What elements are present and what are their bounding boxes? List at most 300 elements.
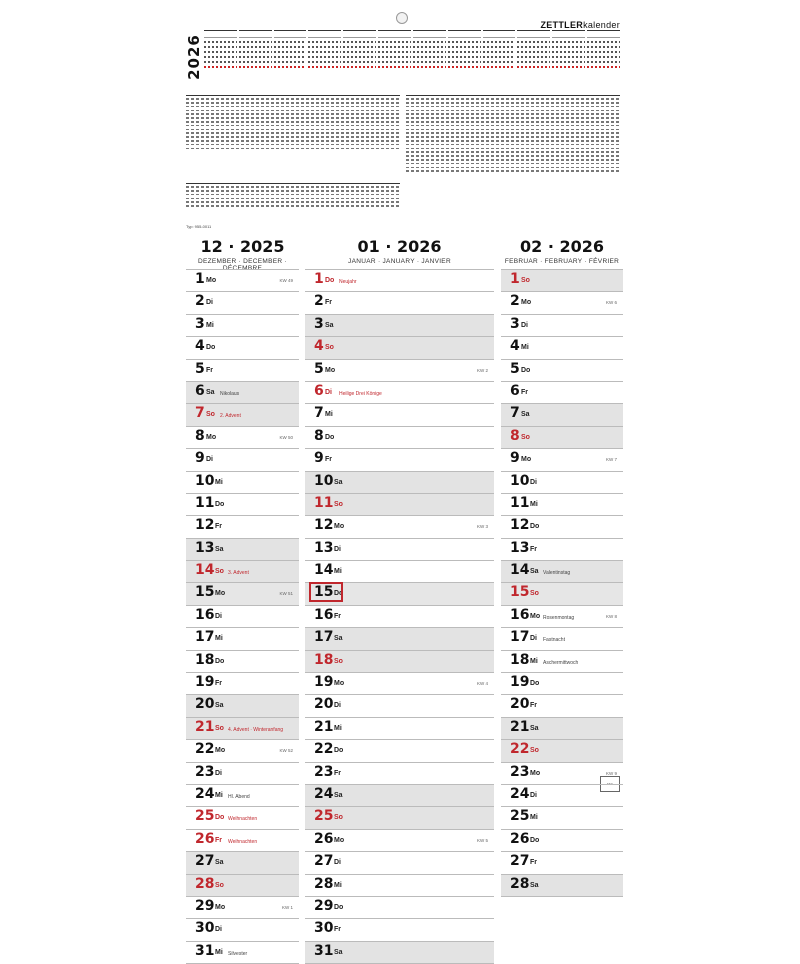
weekday-abbrev: Mo — [521, 299, 532, 307]
weekday-abbrev: Mo — [334, 523, 345, 531]
calendar-week-label: KW 7 — [605, 457, 617, 463]
brand-logo — [540, 20, 620, 30]
calendar-week-label: KW 52 — [279, 748, 293, 754]
calendar-week-label: KW 1 — [281, 904, 293, 910]
weekday-abbrev: Sa — [325, 321, 334, 329]
calendar-week-label: KW 4 — [476, 681, 488, 687]
year-overview — [204, 30, 620, 82]
day-row[interactable] — [305, 382, 494, 404]
weekday-abbrev: Fr — [530, 859, 537, 867]
weekday-abbrev: Fr — [215, 523, 222, 531]
day-number: 21 — [314, 718, 334, 735]
day-number: 9 — [195, 450, 205, 467]
day-number: 8 — [510, 427, 520, 444]
weekday-abbrev: Fr — [325, 299, 332, 307]
day-number: 9 — [510, 450, 520, 467]
day-row[interactable] — [501, 628, 623, 650]
weekday-abbrev: Sa — [334, 948, 343, 956]
day-number: 17 — [510, 629, 530, 646]
day-row[interactable] — [501, 539, 623, 561]
day-number: 1 — [195, 271, 205, 287]
day-number: 26 — [314, 830, 334, 847]
day-row[interactable] — [186, 606, 299, 628]
day-row[interactable] — [186, 852, 299, 874]
weekday-abbrev: So — [215, 568, 224, 576]
month-subtitle: FEBRUAR · FEBRUARY · FÉVRIER — [504, 258, 620, 265]
day-row[interactable] — [305, 651, 494, 673]
year-text: 2026 — [184, 34, 203, 80]
weekday-abbrev: Di — [215, 926, 222, 934]
weekday-abbrev: Di — [334, 702, 341, 710]
day-number: 20 — [195, 696, 215, 713]
day-row[interactable] — [305, 875, 494, 897]
weekday-abbrev: So — [334, 500, 343, 508]
holiday-note: Nikolaus — [220, 390, 240, 397]
day-row[interactable] — [186, 404, 299, 426]
weekday-abbrev: Mo — [530, 769, 541, 777]
calendar-week-label: KW 5 — [476, 837, 488, 843]
day-number: 12 — [195, 517, 215, 534]
weekday-abbrev: Mo — [530, 612, 541, 620]
day-number: 29 — [195, 897, 215, 914]
day-number: 1 — [314, 271, 324, 287]
weekday-abbrev: Mi — [215, 948, 223, 956]
weekday-abbrev: Mo — [206, 433, 217, 441]
calendar-week-label: KW 51 — [279, 591, 293, 597]
calendar-week-label: KW 6 — [605, 300, 617, 306]
calendar-week-label: KW 3 — [476, 524, 488, 530]
day-row[interactable] — [186, 382, 299, 404]
weekday-abbrev: Di — [334, 859, 341, 867]
day-row[interactable] — [305, 292, 494, 314]
weekday-abbrev: Sa — [530, 568, 539, 576]
day-number: 7 — [510, 405, 520, 422]
day-row[interactable] — [501, 673, 623, 695]
day-number: 11 — [195, 494, 215, 511]
year-label — [184, 32, 203, 80]
day-row[interactable] — [305, 337, 494, 359]
day-number: 13 — [314, 539, 334, 556]
month-subtitle: JANUAR · JANUARY · JANVIER — [348, 258, 451, 265]
day-row[interactable] — [186, 763, 299, 785]
weekday-abbrev: Mo — [521, 456, 532, 464]
day-row[interactable] — [305, 919, 494, 941]
day-number: 27 — [510, 853, 530, 870]
holiday-note: Weihnachten — [228, 816, 258, 823]
day-row[interactable] — [501, 337, 623, 359]
day-number: 4 — [314, 338, 324, 355]
today-marker — [309, 582, 343, 602]
weekday-abbrev: Di — [325, 388, 332, 396]
day-row[interactable] — [186, 942, 299, 964]
weekday-abbrev: Sa — [206, 388, 215, 396]
day-number: 3 — [195, 315, 205, 332]
day-row[interactable] — [186, 583, 299, 605]
day-number: 15 — [510, 584, 530, 601]
day-row[interactable] — [501, 292, 623, 314]
weekday-abbrev: So — [334, 657, 343, 665]
weekday-abbrev: Do — [530, 680, 540, 688]
day-row[interactable] — [501, 494, 623, 516]
day-row[interactable] — [305, 270, 494, 292]
weekday-abbrev: So — [530, 590, 539, 598]
day-row[interactable] — [501, 830, 623, 852]
day-row[interactable] — [186, 516, 299, 538]
weekday-abbrev: Mi — [530, 500, 538, 508]
day-row[interactable] — [501, 606, 623, 628]
weekday-abbrev: Fr — [206, 366, 213, 374]
weekday-abbrev: Mi — [215, 791, 223, 799]
weekday-abbrev: Mi — [215, 635, 223, 643]
day-number: 12 — [314, 517, 334, 534]
day-row[interactable] — [305, 606, 494, 628]
weekday-abbrev: So — [521, 433, 530, 441]
day-number: 30 — [195, 920, 215, 937]
day-row[interactable] — [305, 516, 494, 538]
day-number: 19 — [314, 674, 334, 691]
day-row[interactable] — [501, 785, 623, 807]
day-row[interactable] — [186, 695, 299, 717]
day-number: 11 — [314, 494, 334, 511]
day-number: 20 — [510, 696, 530, 713]
weekday-abbrev: So — [215, 724, 224, 732]
day-row[interactable] — [186, 270, 299, 292]
holiday-note: Neujahr — [339, 279, 357, 285]
day-number: 4 — [510, 338, 520, 355]
day-row[interactable] — [305, 449, 494, 471]
day-row[interactable] — [501, 718, 623, 740]
day-number: 2 — [195, 293, 205, 310]
year-overview-month — [517, 30, 550, 82]
weekday-abbrev: Sa — [215, 859, 224, 867]
day-row[interactable] — [186, 919, 299, 941]
weekday-abbrev: Fr — [334, 612, 341, 620]
holiday-note: Fastnacht — [543, 637, 565, 644]
weekday-abbrev: Do — [206, 344, 216, 352]
weekday-abbrev: Mi — [521, 344, 529, 352]
day-number: 18 — [314, 651, 334, 668]
day-number: 25 — [314, 808, 334, 825]
weekday-abbrev: So — [215, 881, 224, 889]
calendar-week-label: KW 49 — [279, 278, 293, 283]
day-number: 16 — [195, 606, 215, 623]
day-row[interactable] — [305, 897, 494, 919]
day-row[interactable] — [305, 583, 494, 605]
weekday-abbrev: Fr — [530, 545, 537, 553]
day-number: 25 — [195, 808, 215, 825]
day-row[interactable] — [305, 427, 494, 449]
year-overview-month — [552, 30, 585, 82]
day-number: 3 — [510, 315, 520, 332]
day-row[interactable] — [501, 382, 623, 404]
day-row[interactable] — [186, 875, 299, 897]
weekday-abbrev: Do — [334, 747, 344, 755]
day-list — [501, 269, 623, 897]
day-row[interactable] — [186, 785, 299, 807]
day-number: 25 — [510, 808, 530, 825]
holiday-note: Heilige Drei Könige — [339, 390, 382, 397]
weekday-abbrev: So — [334, 814, 343, 822]
day-number: 22 — [314, 741, 334, 758]
year-overview-month — [378, 30, 411, 82]
weekday-abbrev: Di — [530, 791, 537, 799]
day-number: 4 — [195, 338, 205, 355]
holiday-note: 3. Advent — [228, 570, 249, 577]
holiday-note: Hl. Abend — [228, 793, 250, 800]
day-number: 2 — [510, 293, 520, 310]
day-number: 16 — [314, 606, 334, 623]
day-row[interactable] — [305, 740, 494, 762]
weekday-abbrev: Do — [325, 277, 335, 284]
day-number: 3 — [314, 315, 324, 332]
day-row[interactable] — [186, 292, 299, 314]
weekday-abbrev: Sa — [334, 635, 343, 643]
weekday-abbrev: Mo — [215, 747, 226, 755]
weekday-abbrev: Sa — [334, 791, 343, 799]
day-number: 10 — [510, 472, 530, 489]
day-row[interactable] — [501, 763, 623, 785]
year-overview-month — [413, 30, 446, 82]
month-subtitle: DEZEMBER · DECEMBER · DÉCEMBRE — [197, 258, 287, 272]
weekday-abbrev: Sa — [334, 478, 343, 486]
day-row[interactable] — [305, 360, 494, 382]
day-number: 11 — [510, 494, 530, 511]
weekday-abbrev: Di — [521, 321, 528, 329]
day-number: 13 — [510, 539, 530, 556]
day-row[interactable] — [501, 315, 623, 337]
calendar-week-label: KW 9 — [605, 770, 617, 776]
day-row[interactable] — [501, 404, 623, 426]
weekday-abbrev: Do — [530, 523, 540, 531]
day-row[interactable] — [305, 404, 494, 426]
day-number: 23 — [195, 763, 215, 780]
weekday-abbrev: Mi — [206, 321, 214, 329]
day-row[interactable] — [501, 270, 623, 292]
weekday-abbrev: Fr — [215, 836, 222, 844]
day-number: 10 — [195, 472, 215, 489]
day-number: 2 — [314, 293, 324, 310]
day-row[interactable] — [305, 472, 494, 494]
day-row[interactable] — [305, 695, 494, 717]
day-number: 21 — [195, 718, 215, 735]
day-row[interactable] — [305, 315, 494, 337]
brand-bold: ZETTLER — [540, 20, 584, 30]
day-row[interactable] — [305, 830, 494, 852]
day-row[interactable] — [186, 651, 299, 673]
year-overview-month — [483, 30, 516, 82]
day-row[interactable] — [305, 852, 494, 874]
month-title: 02 · 2026 — [519, 237, 604, 256]
holiday-note: Rosenmontag — [543, 614, 575, 621]
school-holidays-germany-table — [186, 88, 400, 188]
day-number: 17 — [314, 629, 334, 646]
year-overview-month — [343, 30, 376, 82]
calendar-week-label: KW 50 — [279, 434, 293, 440]
weekday-abbrev: Mo — [215, 903, 226, 911]
day-number: 23 — [314, 763, 334, 780]
weekday-abbrev: Fr — [334, 769, 341, 777]
day-row[interactable] — [501, 651, 623, 673]
day-number: 28 — [510, 875, 530, 892]
day-row[interactable] — [305, 673, 494, 695]
weekday-abbrev: Do — [334, 590, 344, 598]
weekday-abbrev: Do — [215, 500, 225, 508]
weekday-abbrev: Mo — [325, 366, 336, 374]
weekday-abbrev: Mi — [325, 411, 333, 419]
day-row[interactable] — [186, 807, 299, 829]
weekday-abbrev: Do — [325, 433, 335, 441]
day-number: 9 — [314, 450, 324, 467]
day-row[interactable] — [501, 695, 623, 717]
day-row[interactable] — [501, 449, 623, 471]
day-number: 14 — [314, 562, 334, 579]
weekday-abbrev: Di — [334, 545, 341, 553]
day-row[interactable] — [186, 718, 299, 740]
day-row[interactable] — [186, 830, 299, 852]
day-number: 15 — [195, 584, 215, 601]
weekday-abbrev: So — [325, 344, 334, 352]
weekday-abbrev: So — [530, 747, 539, 755]
weekday-abbrev: Sa — [215, 702, 224, 710]
month-title: 01 · 2026 — [357, 237, 442, 256]
day-number: 19 — [195, 674, 215, 691]
day-row[interactable] — [501, 427, 623, 449]
day-number: 6 — [195, 382, 205, 399]
day-list — [186, 269, 299, 964]
day-row[interactable] — [305, 942, 494, 964]
day-number: 13 — [195, 539, 215, 556]
weekday-abbrev: Di — [215, 612, 222, 620]
day-number: 19 — [510, 674, 530, 691]
day-row[interactable] — [501, 807, 623, 829]
day-number: 18 — [510, 651, 530, 668]
day-number: 22 — [510, 741, 530, 758]
day-row[interactable] — [186, 539, 299, 561]
day-number: 10 — [314, 472, 334, 489]
day-number: 5 — [195, 360, 205, 377]
weekday-abbrev: Mi — [334, 568, 342, 576]
day-number: 28 — [314, 875, 334, 892]
brand-thin: kalender — [583, 20, 620, 30]
weekday-abbrev: Fr — [325, 456, 332, 464]
weekday-abbrev: Do — [334, 903, 344, 911]
day-number: 27 — [195, 853, 215, 870]
school-holidays-austria-table — [186, 176, 400, 216]
weekday-abbrev: Sa — [215, 545, 224, 553]
weekday-abbrev: Fr — [215, 680, 222, 688]
weekday-abbrev: Do — [215, 657, 225, 665]
day-row[interactable] — [501, 472, 623, 494]
day-row[interactable] — [186, 427, 299, 449]
weekday-abbrev: Di — [530, 478, 537, 486]
day-number: 23 — [510, 763, 530, 780]
day-row[interactable] — [305, 561, 494, 583]
day-number: 20 — [314, 696, 334, 713]
day-row[interactable] — [186, 628, 299, 650]
weekday-abbrev: Fr — [521, 388, 528, 396]
day-number: 14 — [195, 562, 215, 579]
year-overview-month — [448, 30, 481, 82]
day-row[interactable] — [501, 583, 623, 605]
weekday-abbrev: Di — [530, 635, 537, 643]
weekday-abbrev: Do — [530, 836, 540, 844]
day-row[interactable] — [501, 740, 623, 762]
day-row[interactable] — [501, 561, 623, 583]
weekday-abbrev: Sa — [530, 724, 539, 732]
holiday-note: Aschermittwoch — [543, 659, 579, 666]
day-row[interactable] — [186, 449, 299, 471]
holiday-note: 4. Advent · Winteranfang — [228, 726, 284, 733]
hanging-hole — [396, 12, 408, 24]
weekday-abbrev: Mi — [215, 478, 223, 486]
day-row[interactable] — [305, 807, 494, 829]
day-list — [305, 269, 494, 964]
day-row[interactable] — [186, 494, 299, 516]
weekday-abbrev: Mo — [334, 680, 345, 688]
school-holidays-switzerland-table — [406, 88, 620, 188]
weekday-abbrev: Sa — [521, 411, 530, 419]
day-number: 24 — [314, 785, 334, 802]
day-number: 6 — [314, 382, 324, 399]
day-row[interactable] — [186, 337, 299, 359]
day-row[interactable] — [186, 472, 299, 494]
weekday-abbrev: Do — [521, 366, 531, 374]
day-row[interactable] — [186, 740, 299, 762]
day-row[interactable] — [305, 785, 494, 807]
day-row[interactable] — [305, 763, 494, 785]
day-number: 30 — [314, 920, 334, 937]
day-row[interactable] — [501, 360, 623, 382]
day-number: 14 — [510, 562, 530, 579]
day-number: 28 — [195, 875, 215, 892]
day-number: 29 — [314, 897, 334, 914]
holiday-note: Valentinstag — [543, 570, 571, 577]
day-row[interactable] — [305, 494, 494, 516]
weekday-abbrev: Mo — [206, 277, 217, 284]
day-number: 24 — [195, 785, 215, 802]
day-row[interactable] — [186, 315, 299, 337]
day-number: 24 — [510, 785, 530, 802]
weekday-abbrev: Sa — [530, 881, 539, 889]
weekday-abbrev: Fr — [530, 702, 537, 710]
day-number: 5 — [510, 360, 520, 377]
day-row[interactable] — [305, 628, 494, 650]
day-row[interactable] — [186, 360, 299, 382]
holiday-note: 2. Advent — [220, 413, 241, 420]
day-row[interactable] — [186, 897, 299, 919]
calendar-week-label: KW 8 — [605, 613, 617, 619]
weekday-abbrev: So — [521, 277, 530, 284]
day-number: 7 — [314, 405, 324, 422]
day-number: 12 — [510, 517, 530, 534]
weekday-abbrev: Di — [206, 299, 213, 307]
day-row[interactable] — [501, 516, 623, 538]
day-row[interactable] — [305, 718, 494, 740]
type-code: Typ: 955-0011 — [186, 224, 212, 229]
day-row[interactable] — [501, 875, 623, 897]
day-number: 18 — [195, 651, 215, 668]
day-row[interactable] — [305, 539, 494, 561]
day-row[interactable] — [501, 852, 623, 874]
day-number: 26 — [510, 830, 530, 847]
calendar-week-label: KW 2 — [476, 367, 488, 373]
day-row[interactable] — [186, 561, 299, 583]
year-overview-month — [204, 30, 237, 82]
day-row[interactable] — [186, 673, 299, 695]
holiday-note: Weihnachten — [228, 838, 258, 845]
day-number: 7 — [195, 405, 205, 422]
year-overview-month — [587, 30, 620, 82]
